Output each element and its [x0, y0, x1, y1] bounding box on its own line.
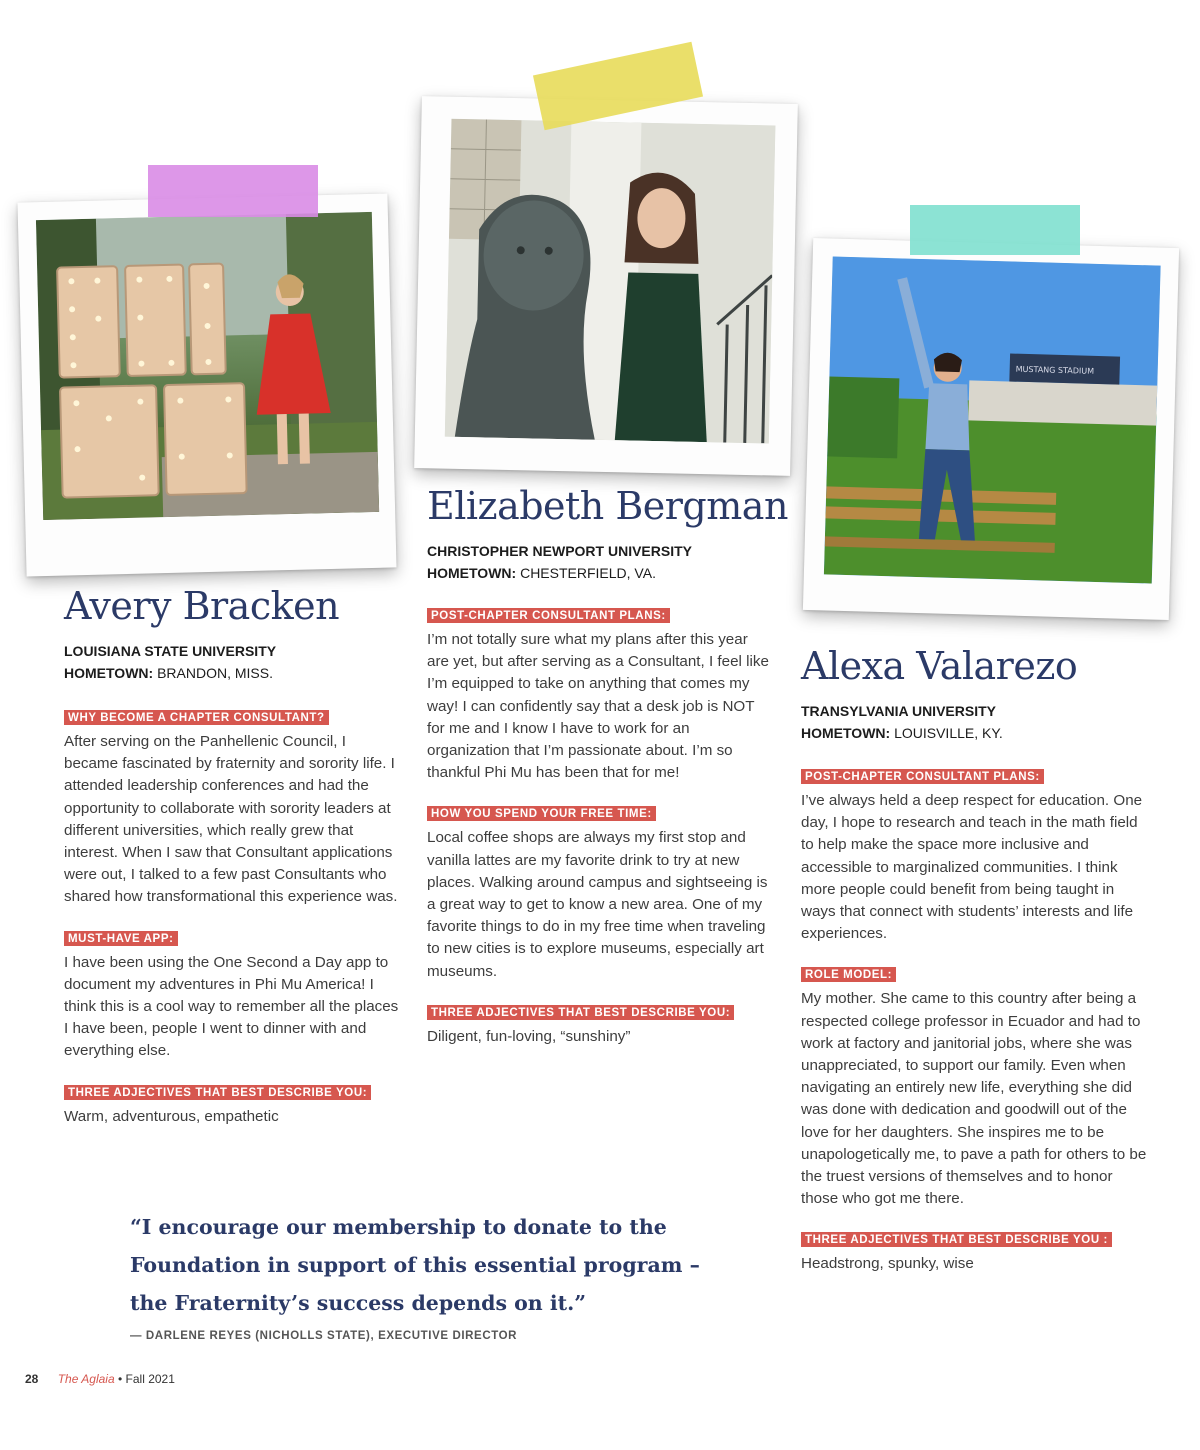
tape-pink — [148, 165, 318, 217]
section-label: ROLE MODEL: — [801, 967, 896, 982]
profile-meta-elizabeth — [427, 540, 767, 584]
section-text: I’m not totally sure what my plans after this year are yet, but after serving as a Consultant, I feel like I’m equipped to take on anything that comes my way! I can confidently say that a desk job is NOT for me and I know I have to work for an organization that I’m passionate about. I’m so thankful Phi Mu has been that for me! — [427, 631, 769, 782]
photo-avery — [36, 212, 379, 520]
page-footer — [25, 1372, 175, 1386]
hometown-label-elizabeth: HOMETOWN: — [427, 565, 517, 581]
tape-teal — [910, 205, 1080, 255]
section-text: After serving on the Panhellenic Council, I became fascinated by fraternity and sorority life. I attended leadership conferences and had the opportunity to collaborate with sorority leaders at different universities, which really grew that interest. When I saw that Consultant applications were out, I talked to a few past Consultants who shared how transformational this experience was. — [64, 733, 398, 906]
profile-name-avery: Avery Bracken — [64, 584, 340, 628]
profile-body-alexa — [801, 767, 1151, 1296]
section-label: MUST-HAVE APP: — [64, 931, 178, 946]
school-elizabeth: CHRISTOPHER NEWPORT UNIVERSITY — [427, 543, 692, 559]
profile-name-alexa: Alexa Valarezo — [801, 644, 1078, 688]
section-text: Diligent, fun-loving, “sunshiny” — [427, 1027, 631, 1045]
photo-frame-avery — [17, 194, 396, 577]
section-label: HOW YOU SPEND YOUR FREE TIME: — [427, 806, 656, 821]
profile-meta-alexa — [801, 700, 1141, 744]
section-label: POST-CHAPTER CONSULTANT PLANS: — [427, 608, 670, 623]
stadium-sign: MUSTANG STADIUM — [1015, 364, 1095, 376]
photo-frame-elizabeth — [414, 96, 798, 476]
profile-body-elizabeth — [427, 606, 772, 1068]
section-text: My mother. She came to this country after being a respected college professor in Ecuador and had to work at factory and janitorial jobs, where she was unappreciated, to support our family. Even when navigating an entirely new life, everything she did was done with dedication and goodwill out of the love for her daughters. She inspires me to be unapologetically me, to pave a path for others to be the truest versions of themselves and to honor those who got me there. — [801, 990, 1147, 1208]
hometown-alexa: LOUISVILLE, KY. — [894, 725, 1003, 741]
photo-elizabeth — [445, 119, 776, 444]
profile-name-elizabeth: Elizabeth Bergman — [427, 484, 788, 528]
photo-alexa — [824, 257, 1161, 584]
section-label: WHY BECOME A CHAPTER CONSULTANT? — [64, 710, 329, 725]
section-text: Local coffee shops are always my first stop and vanilla lattes are my favorite drink to try at new places. Walking around campus and sightseeing is a great way to get to know a new area. One of my favorite things to do in my free time when traveling to new cities is to explore museums, especially art museums. — [427, 829, 768, 980]
pull-quote: “I encourage our membership to donate to the Foundation in support of this essential program – the Fraternity’s success depends on it.” — [130, 1215, 700, 1315]
photo-alexa-illustration — [824, 257, 1161, 584]
photo-elizabeth-illustration — [445, 119, 776, 444]
magazine-title: The Aglaia — [57, 1372, 115, 1386]
section-label: THREE ADJECTIVES THAT BEST DESCRIBE YOU : — [801, 1232, 1112, 1247]
quote-attribution: — DARLENE REYES (NICHOLLS STATE), EXECUTIVE DIRECTOR — [130, 1330, 518, 1342]
photo-avery-illustration — [36, 212, 379, 520]
profile-body-avery — [64, 708, 400, 1148]
section-label: THREE ADJECTIVES THAT BEST DESCRIBE YOU: — [427, 1005, 734, 1020]
section-text: Warm, adventurous, empathetic — [64, 1107, 279, 1125]
section-label: POST-CHAPTER CONSULTANT PLANS: — [801, 769, 1044, 784]
hometown-label-avery: HOMETOWN: — [64, 665, 154, 681]
issue-date: • Fall 2021 — [117, 1372, 175, 1386]
section-text: I’ve always held a deep respect for education. One day, I hope to research and teach in the math field to help make the space more inclusive and accessible to marginalized communities. I think more people could benefit from being taught in ways that connect with students’ interests and life experiences. — [801, 792, 1143, 943]
section-text: Headstrong, spunky, wise — [801, 1255, 974, 1273]
section-text: I have been using the One Second a Day app to document my adventures in Phi Mu America! I think this is a cool way to remember all the places I have been, people I went to dinner with and everything else. — [64, 953, 399, 1060]
school-alexa: TRANSYLVANIA UNIVERSITY — [801, 703, 996, 719]
section-label: THREE ADJECTIVES THAT BEST DESCRIBE YOU: — [64, 1085, 371, 1100]
photo-frame-alexa — [803, 238, 1179, 620]
hometown-avery: BRANDON, MISS. — [157, 665, 273, 681]
hometown-elizabeth: CHESTERFIELD, VA. — [520, 565, 656, 581]
profile-meta-avery — [64, 640, 394, 684]
hometown-label-alexa: HOMETOWN: — [801, 725, 891, 741]
page-number: 28 — [25, 1372, 39, 1386]
school-avery: LOUISIANA STATE UNIVERSITY — [64, 643, 277, 659]
